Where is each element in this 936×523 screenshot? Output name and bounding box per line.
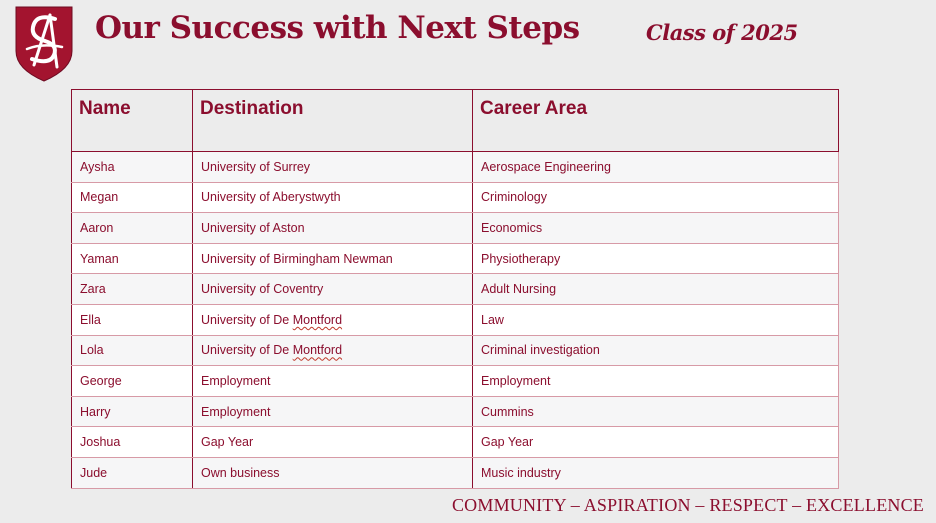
name-cell: Megan bbox=[72, 182, 193, 213]
destination-cell: University of Aberystwyth bbox=[193, 182, 473, 213]
career-area-cell: Cummins bbox=[473, 396, 839, 427]
table-header-row bbox=[72, 90, 839, 152]
table-row bbox=[72, 213, 839, 244]
column-header-destination: Destination bbox=[193, 90, 473, 152]
table-row bbox=[72, 152, 839, 183]
spellcheck-marked-word: Montford bbox=[292, 343, 343, 358]
destination-cell: University of Surrey bbox=[193, 152, 473, 183]
name-cell: Lola bbox=[72, 335, 193, 366]
career-area-cell: Criminal investigation bbox=[473, 335, 839, 366]
table-row bbox=[72, 182, 839, 213]
career-area-cell: Adult Nursing bbox=[473, 274, 839, 305]
name-cell: Aysha bbox=[72, 152, 193, 183]
table-row bbox=[72, 427, 839, 458]
destination-cell: University of Aston bbox=[193, 213, 473, 244]
career-area-cell: Physiotherapy bbox=[473, 243, 839, 274]
destination-cell: University of De Montford bbox=[193, 304, 473, 335]
name-cell: Zara bbox=[72, 274, 193, 305]
name-cell: Harry bbox=[72, 396, 193, 427]
destination-cell: University of Birmingham Newman bbox=[193, 243, 473, 274]
table-row bbox=[72, 335, 839, 366]
table-row bbox=[72, 274, 839, 305]
career-area-cell: Music industry bbox=[473, 457, 839, 488]
name-cell: Jude bbox=[72, 457, 193, 488]
destination-cell: University of Coventry bbox=[193, 274, 473, 305]
career-area-cell: Economics bbox=[473, 213, 839, 244]
name-cell: Aaron bbox=[72, 213, 193, 244]
spellcheck-marked-word: Montford bbox=[292, 312, 343, 327]
name-cell: Yaman bbox=[72, 243, 193, 274]
name-cell: George bbox=[72, 366, 193, 397]
table-row bbox=[72, 396, 839, 427]
table-row bbox=[72, 457, 839, 488]
name-cell: Ella bbox=[72, 304, 193, 335]
table-row bbox=[72, 366, 839, 397]
career-area-cell: Employment bbox=[473, 366, 839, 397]
career-area-cell: Law bbox=[473, 304, 839, 335]
school-crest-icon bbox=[12, 3, 76, 83]
page-title: Our Success with Next Steps bbox=[95, 10, 580, 46]
name-cell: Joshua bbox=[72, 427, 193, 458]
destination-cell: Gap Year bbox=[193, 427, 473, 458]
destinations-table bbox=[71, 89, 839, 489]
column-header-career-area: Career Area bbox=[473, 90, 839, 152]
table-row bbox=[72, 304, 839, 335]
class-year-label: Class of 2025 bbox=[646, 20, 798, 45]
destination-cell: Own business bbox=[193, 457, 473, 488]
destination-cell: Employment bbox=[193, 396, 473, 427]
destination-cell: Employment bbox=[193, 366, 473, 397]
table-row bbox=[72, 243, 839, 274]
career-area-cell: Aerospace Engineering bbox=[473, 152, 839, 183]
destination-cell: University of De Montford bbox=[193, 335, 473, 366]
school-values-motto: COMMUNITY – ASPIRATION – RESPECT – EXCELLENCE bbox=[451, 495, 924, 515]
career-area-cell: Gap Year bbox=[473, 427, 839, 458]
career-area-cell: Criminology bbox=[473, 182, 839, 213]
column-header-name: Name bbox=[72, 90, 193, 152]
